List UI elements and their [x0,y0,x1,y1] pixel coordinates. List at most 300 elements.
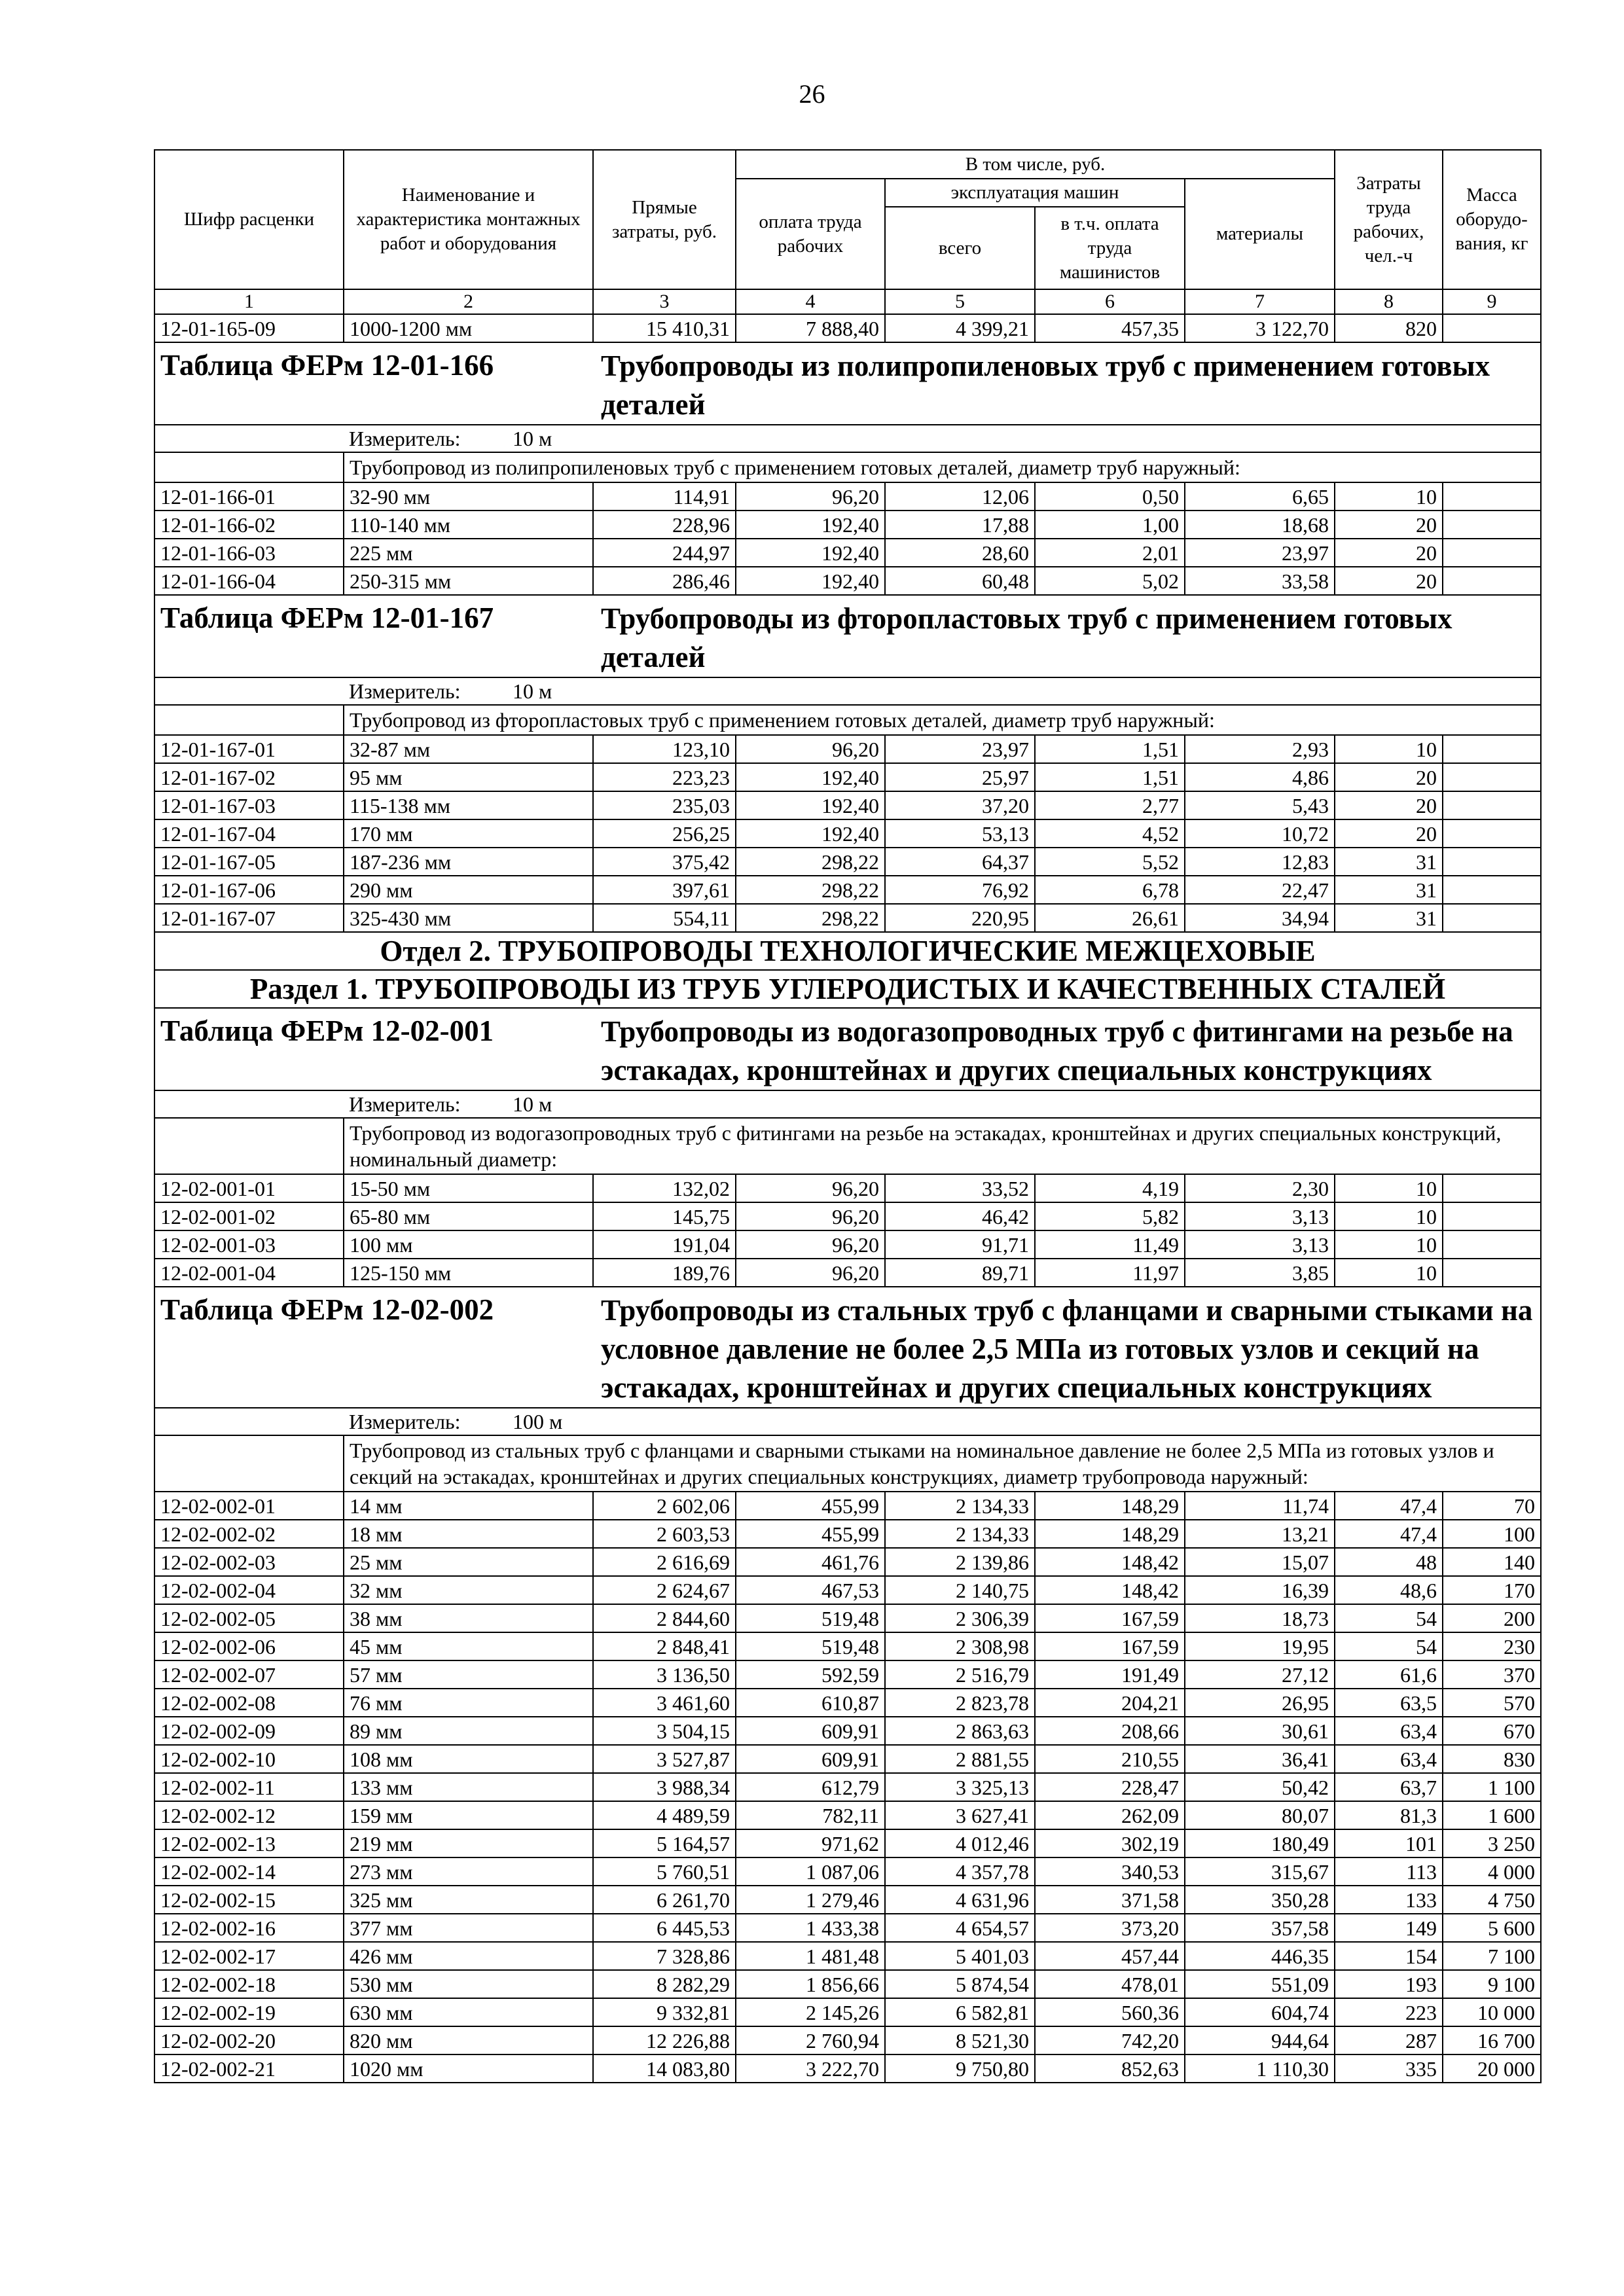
cell-col-3: 8 282,29 [593,1970,736,1998]
cell-col-9: 140 [1443,1548,1541,1576]
description-blank [154,1435,344,1492]
unit-row [154,425,1541,452]
cell-col-4: 298,22 [736,848,885,876]
cell-col-8: 20 [1335,539,1443,567]
colnum-8: 8 [1335,289,1443,314]
cell-col-1: 12-01-165-09 [154,314,344,342]
cell-col-4: 519,48 [736,1604,885,1632]
cell-col-1: 12-02-002-14 [154,1857,344,1886]
cell-col-9: 370 [1443,1660,1541,1689]
cell-col-4: 455,99 [736,1492,885,1520]
table-row [154,1773,1541,1801]
description-blank [154,452,344,482]
cell-col-3: 5 164,57 [593,1829,736,1857]
cell-col-6: 742,20 [1035,2026,1185,2054]
hdr-labor: оплата труда рабочих [736,179,885,289]
cell-col-1: 12-02-001-03 [154,1230,344,1259]
cell-col-7: 6,65 [1185,482,1335,511]
cell-col-4: 192,40 [736,539,885,567]
cell-col-3: 286,46 [593,567,736,595]
cell-col-5: 2 134,33 [885,1520,1035,1548]
unit-row [154,1408,1541,1435]
cell-col-8: 287 [1335,2026,1443,2054]
cell-col-2: 110-140 мм [344,511,593,539]
cell-col-4: 96,20 [736,1230,885,1259]
cell-col-6: 148,29 [1035,1492,1185,1520]
cell-col-7: 3 122,70 [1185,314,1335,342]
cell-col-7: 19,95 [1185,1632,1335,1660]
cell-col-2: 100 мм [344,1230,593,1259]
cell-col-6: 148,42 [1035,1576,1185,1604]
description-blank [154,705,344,735]
cell-col-9: 10 000 [1443,1998,1541,2026]
cell-col-9: 3 250 [1443,1829,1541,1857]
cell-col-6: 302,19 [1035,1829,1185,1857]
table-code: Таблица ФЕРм 12-02-002 [154,1287,593,1408]
cell-col-3: 12 226,88 [593,2026,736,2054]
cell-col-7: 446,35 [1185,1942,1335,1970]
cell-col-8: 154 [1335,1942,1443,1970]
table-row [154,848,1541,876]
cell-col-4: 467,53 [736,1576,885,1604]
cell-col-9: 100 [1443,1520,1541,1548]
cell-col-3: 5 760,51 [593,1857,736,1886]
cell-col-7: 2,93 [1185,735,1335,763]
table-row [154,1942,1541,1970]
unit-cell [344,1090,1541,1118]
cell-col-9 [1443,1230,1541,1259]
cell-col-7: 315,67 [1185,1857,1335,1886]
table-title: Трубопроводы из водогазопроводных труб с фитингами на резьбе на эстакадах, кронштейнах и других специальных конструкциях [593,1008,1541,1090]
cell-col-6: 457,44 [1035,1942,1185,1970]
cell-col-8: 48 [1335,1548,1443,1576]
cell-col-8: 31 [1335,848,1443,876]
cell-col-5: 3 627,41 [885,1801,1035,1829]
cell-col-2: 630 мм [344,1998,593,2026]
cell-col-8: 63,4 [1335,1717,1443,1745]
cell-col-3: 15 410,31 [593,314,736,342]
cell-col-2: 170 мм [344,819,593,848]
cell-col-6: 210,55 [1035,1745,1185,1773]
description-row [154,452,1541,482]
cell-col-5: 53,13 [885,819,1035,848]
cell-col-8: 10 [1335,1230,1443,1259]
cell-col-5: 25,97 [885,763,1035,791]
cell-col-3: 228,96 [593,511,736,539]
cell-col-4: 612,79 [736,1773,885,1801]
cell-col-2: 115-138 мм [344,791,593,819]
cell-col-8: 101 [1335,1829,1443,1857]
cell-col-8: 133 [1335,1886,1443,1914]
cell-col-9 [1443,482,1541,511]
cell-col-5: 23,97 [885,735,1035,763]
cell-col-7: 36,41 [1185,1745,1335,1773]
cell-col-4: 2 760,94 [736,2026,885,2054]
unit-blank [154,677,344,705]
cell-col-3: 6 261,70 [593,1886,736,1914]
cell-col-4: 1 856,66 [736,1970,885,1998]
cell-col-2: 57 мм [344,1660,593,1689]
cell-col-4: 96,20 [736,1202,885,1230]
cell-col-6: 2,01 [1035,539,1185,567]
cell-col-3: 189,76 [593,1259,736,1287]
cell-col-2: 290 мм [344,876,593,904]
cell-col-7: 1 110,30 [1185,2054,1335,2083]
cell-col-3: 9 332,81 [593,1998,736,2026]
cell-col-2: 14 мм [344,1492,593,1520]
cell-col-2: 95 мм [344,763,593,791]
cell-col-9 [1443,819,1541,848]
cell-col-6: 560,36 [1035,1998,1185,2026]
cell-col-5: 8 521,30 [885,2026,1035,2054]
cell-col-5: 4 654,57 [885,1914,1035,1942]
cell-col-1: 12-02-002-16 [154,1914,344,1942]
cell-col-8: 54 [1335,1632,1443,1660]
cell-col-9 [1443,904,1541,932]
table-row [154,1230,1541,1259]
unit-blank [154,1408,344,1435]
description-row [154,1118,1541,1174]
description-row [154,1435,1541,1492]
cell-col-8: 10 [1335,1202,1443,1230]
cell-col-7: 26,95 [1185,1689,1335,1717]
cell-col-1: 12-01-167-03 [154,791,344,819]
cell-col-3: 397,61 [593,876,736,904]
description: Трубопровод из фторопластовых труб с применением готовых деталей, диаметр труб наружный: [344,705,1541,735]
cell-col-1: 12-01-167-07 [154,904,344,932]
cell-col-3: 2 603,53 [593,1520,736,1548]
hdr-machines: эксплуатация машин [885,179,1185,207]
cell-col-1: 12-02-002-02 [154,1520,344,1548]
description: Трубопровод из полипропиленовых труб с применением готовых деталей, диаметр труб наружный: [344,452,1541,482]
cell-col-6: 167,59 [1035,1632,1185,1660]
table-row [154,1886,1541,1914]
cell-col-8: 113 [1335,1857,1443,1886]
cell-col-8: 20 [1335,791,1443,819]
table-title-row [154,1287,1541,1408]
table-row [154,1576,1541,1604]
cell-col-9: 70 [1443,1492,1541,1520]
table-row [154,567,1541,595]
cell-col-1: 12-01-167-05 [154,848,344,876]
colnum-9: 9 [1443,289,1541,314]
cell-col-8: 31 [1335,876,1443,904]
cell-col-3: 7 328,86 [593,1942,736,1970]
cell-col-4: 192,40 [736,511,885,539]
cell-col-1: 12-02-002-17 [154,1942,344,1970]
colnum-6: 6 [1035,289,1185,314]
cell-col-4: 592,59 [736,1660,885,1689]
cell-col-1: 12-02-002-11 [154,1773,344,1801]
colnum-5: 5 [885,289,1035,314]
cell-col-2: 133 мм [344,1773,593,1801]
colnum-7: 7 [1185,289,1335,314]
cell-col-6: 1,51 [1035,735,1185,763]
cell-col-3: 3 988,34 [593,1773,736,1801]
cell-col-9: 20 000 [1443,2054,1541,2083]
cell-col-5: 46,42 [885,1202,1035,1230]
cell-col-6: 0,50 [1035,482,1185,511]
table-row [154,1829,1541,1857]
cell-col-3: 223,23 [593,763,736,791]
cell-col-9 [1443,567,1541,595]
cell-col-2: 25 мм [344,1548,593,1576]
unit-value: 100 м [513,1410,563,1433]
cell-col-8: 61,6 [1335,1660,1443,1689]
unit-blank [154,425,344,452]
cell-col-7: 3,85 [1185,1259,1335,1287]
unit-label: Измеритель: [349,1092,461,1116]
cell-col-6: 5,52 [1035,848,1185,876]
cell-col-9 [1443,314,1541,342]
cell-col-5: 12,06 [885,482,1035,511]
cell-col-2: 219 мм [344,1829,593,1857]
table-row [154,539,1541,567]
cell-col-3: 14 083,80 [593,2054,736,2083]
cell-col-8: 149 [1335,1914,1443,1942]
cell-col-7: 3,13 [1185,1202,1335,1230]
cell-col-7: 27,12 [1185,1660,1335,1689]
unit-cell [344,1408,1541,1435]
hdr-incl: В том числе, руб. [736,150,1335,179]
cell-col-1: 12-01-167-06 [154,876,344,904]
cell-col-7: 551,09 [1185,1970,1335,1998]
cell-col-3: 244,97 [593,539,736,567]
cell-col-9: 1 600 [1443,1801,1541,1829]
cell-col-7: 11,74 [1185,1492,1335,1520]
column-numbers-row [154,289,1541,314]
cell-col-7: 180,49 [1185,1829,1335,1857]
description-blank [154,1118,344,1174]
cell-col-8: 63,5 [1335,1689,1443,1717]
hdr-total: всего [885,207,1035,289]
cell-col-6: 228,47 [1035,1773,1185,1801]
cell-col-3: 114,91 [593,482,736,511]
description: Трубопровод из водогазопроводных труб с фитингами на резьбе на эстакадах, кронштейнах и других специальных конструкций, номинальный диаметр: [344,1118,1541,1174]
cell-col-5: 76,92 [885,876,1035,904]
cell-col-5: 2 140,75 [885,1576,1035,1604]
cell-col-7: 33,58 [1185,567,1335,595]
cell-col-9: 4 000 [1443,1857,1541,1886]
unit-row [154,1090,1541,1118]
description: Трубопровод из стальных труб с фланцами и сварными стыками на номинальное давление не более 2,5 МПа из готовых узлов и секций на эстакадах, кронштейнах и других специальных конструкциях, диаметр трубопровода наружный: [344,1435,1541,1492]
cell-col-6: 167,59 [1035,1604,1185,1632]
colnum-3: 3 [593,289,736,314]
cell-col-6: 204,21 [1035,1689,1185,1717]
cell-col-7: 18,73 [1185,1604,1335,1632]
cell-col-6: 26,61 [1035,904,1185,932]
header-row-1 [154,150,1541,179]
cell-col-9: 9 100 [1443,1970,1541,1998]
cell-col-4: 1 279,46 [736,1886,885,1914]
cell-col-5: 6 582,81 [885,1998,1035,2026]
cell-col-2: 1020 мм [344,2054,593,2083]
cell-col-1: 12-02-002-01 [154,1492,344,1520]
cell-col-9 [1443,511,1541,539]
cell-col-1: 12-02-002-12 [154,1801,344,1829]
cell-col-3: 2 624,67 [593,1576,736,1604]
unit-cell [344,425,1541,452]
cell-col-8: 193 [1335,1970,1443,1998]
cell-col-9 [1443,1259,1541,1287]
unit-row [154,677,1541,705]
rates-table [154,149,1542,2083]
cell-col-5: 17,88 [885,511,1035,539]
cell-col-9: 1 100 [1443,1773,1541,1801]
cell-col-1: 12-02-002-10 [154,1745,344,1773]
cell-col-1: 12-02-002-08 [154,1689,344,1717]
cell-col-8: 47,4 [1335,1492,1443,1520]
cell-col-6: 340,53 [1035,1857,1185,1886]
cell-col-8: 223 [1335,1998,1443,2026]
cell-col-9: 4 750 [1443,1886,1541,1914]
cell-col-7: 12,83 [1185,848,1335,876]
cell-col-9 [1443,539,1541,567]
cell-col-5: 2 823,78 [885,1689,1035,1717]
cell-col-1: 12-01-167-01 [154,735,344,763]
cell-col-7: 34,94 [1185,904,1335,932]
table-row [154,1857,1541,1886]
cell-col-6: 148,42 [1035,1548,1185,1576]
colnum-2: 2 [344,289,593,314]
cell-col-2: 159 мм [344,1801,593,1829]
table-row [154,1801,1541,1829]
cell-col-1: 12-02-002-09 [154,1717,344,1745]
cell-col-8: 10 [1335,735,1443,763]
table-title-row [154,1008,1541,1090]
cell-col-5: 5 874,54 [885,1970,1035,1998]
cell-col-6: 6,78 [1035,876,1185,904]
cell-col-7: 4,86 [1185,763,1335,791]
cell-col-6: 373,20 [1035,1914,1185,1942]
cell-col-3: 145,75 [593,1202,736,1230]
cell-col-9: 7 100 [1443,1942,1541,1970]
cell-col-2: 89 мм [344,1717,593,1745]
cell-col-1: 12-02-001-04 [154,1259,344,1287]
cell-col-7: 22,47 [1185,876,1335,904]
cell-col-7: 604,74 [1185,1998,1335,2026]
table-row [154,735,1541,763]
cell-col-1: 12-02-002-13 [154,1829,344,1857]
table-row [154,1970,1541,1998]
cell-col-2: 32-90 мм [344,482,593,511]
cell-col-7: 23,97 [1185,539,1335,567]
cell-col-9: 200 [1443,1604,1541,1632]
table-row [154,1632,1541,1660]
cell-col-6: 852,63 [1035,2054,1185,2083]
cell-col-2: 108 мм [344,1745,593,1773]
subsection-heading-row [154,970,1541,1008]
cell-col-1: 12-01-166-02 [154,511,344,539]
cell-col-4: 298,22 [736,876,885,904]
cell-col-3: 554,11 [593,904,736,932]
table-row [154,2026,1541,2054]
cell-col-1: 12-01-166-04 [154,567,344,595]
cell-col-1: 12-02-002-20 [154,2026,344,2054]
cell-col-4: 192,40 [736,791,885,819]
unit-value: 10 м [513,1092,552,1116]
section-heading: Отдел 2. ТРУБОПРОВОДЫ ТЕХНОЛОГИЧЕСКИЕ МЕЖЦЕХОВЫЕ [154,932,1541,970]
cell-col-2: 1000-1200 мм [344,314,593,342]
cell-col-8: 63,7 [1335,1773,1443,1801]
cell-col-5: 2 863,63 [885,1717,1035,1745]
cell-col-5: 9 750,80 [885,2054,1035,2083]
cell-col-8: 31 [1335,904,1443,932]
cell-col-2: 65-80 мм [344,1202,593,1230]
cell-col-6: 4,19 [1035,1174,1185,1202]
cell-col-9 [1443,1174,1541,1202]
cell-col-3: 235,03 [593,791,736,819]
cell-col-1: 12-02-002-19 [154,1998,344,2026]
table-row [154,1660,1541,1689]
cell-col-4: 96,20 [736,1174,885,1202]
cell-col-4: 298,22 [736,904,885,932]
cell-col-9: 16 700 [1443,2026,1541,2054]
cell-col-9 [1443,791,1541,819]
cell-col-3: 3 527,87 [593,1745,736,1773]
cell-col-4: 519,48 [736,1632,885,1660]
cell-col-3: 2 848,41 [593,1632,736,1660]
cell-col-7: 50,42 [1185,1773,1335,1801]
cell-col-5: 3 325,13 [885,1773,1035,1801]
cell-col-2: 32-87 мм [344,735,593,763]
cell-col-2: 187-236 мм [344,848,593,876]
cell-col-8: 20 [1335,511,1443,539]
cell-col-5: 91,71 [885,1230,1035,1259]
cell-col-5: 2 134,33 [885,1492,1035,1520]
cell-col-8: 820 [1335,314,1443,342]
cell-col-1: 12-01-166-01 [154,482,344,511]
table-row [154,1492,1541,1520]
cell-col-4: 609,91 [736,1717,885,1745]
cell-col-8: 48,6 [1335,1576,1443,1604]
cell-col-4: 3 222,70 [736,2054,885,2083]
table-row [154,1914,1541,1942]
unit-label: Измеритель: [349,679,461,703]
table-row [154,1259,1541,1287]
cell-col-2: 125-150 мм [344,1259,593,1287]
cell-col-6: 478,01 [1035,1970,1185,1998]
cell-col-4: 2 145,26 [736,1998,885,2026]
cell-col-3: 256,25 [593,819,736,848]
cell-col-9 [1443,763,1541,791]
cell-col-6: 208,66 [1035,1717,1185,1745]
cell-col-5: 5 401,03 [885,1942,1035,1970]
cell-col-1: 12-02-002-05 [154,1604,344,1632]
cell-col-2: 820 мм [344,2026,593,2054]
cell-col-3: 3 504,15 [593,1717,736,1745]
cell-col-2: 530 мм [344,1970,593,1998]
cell-col-5: 64,37 [885,848,1035,876]
cell-col-3: 2 616,69 [593,1548,736,1576]
cell-col-2: 273 мм [344,1857,593,1886]
cell-col-6: 1,00 [1035,511,1185,539]
cell-col-5: 33,52 [885,1174,1035,1202]
table-code: Таблица ФЕРм 12-02-001 [154,1008,593,1090]
colnum-1: 1 [154,289,344,314]
cell-col-5: 60,48 [885,567,1035,595]
cell-col-8: 63,4 [1335,1745,1443,1773]
hdr-labor-cost: Затраты труда рабочих, чел.-ч [1335,150,1443,289]
cell-col-4: 461,76 [736,1548,885,1576]
cell-col-7: 13,21 [1185,1520,1335,1548]
hdr-mass: Масса оборудо-вания, кг [1443,150,1541,289]
cell-col-9 [1443,735,1541,763]
hdr-materials: материалы [1185,179,1335,289]
cell-col-5: 28,60 [885,539,1035,567]
page-number: 26 [799,79,825,109]
cell-col-4: 455,99 [736,1520,885,1548]
